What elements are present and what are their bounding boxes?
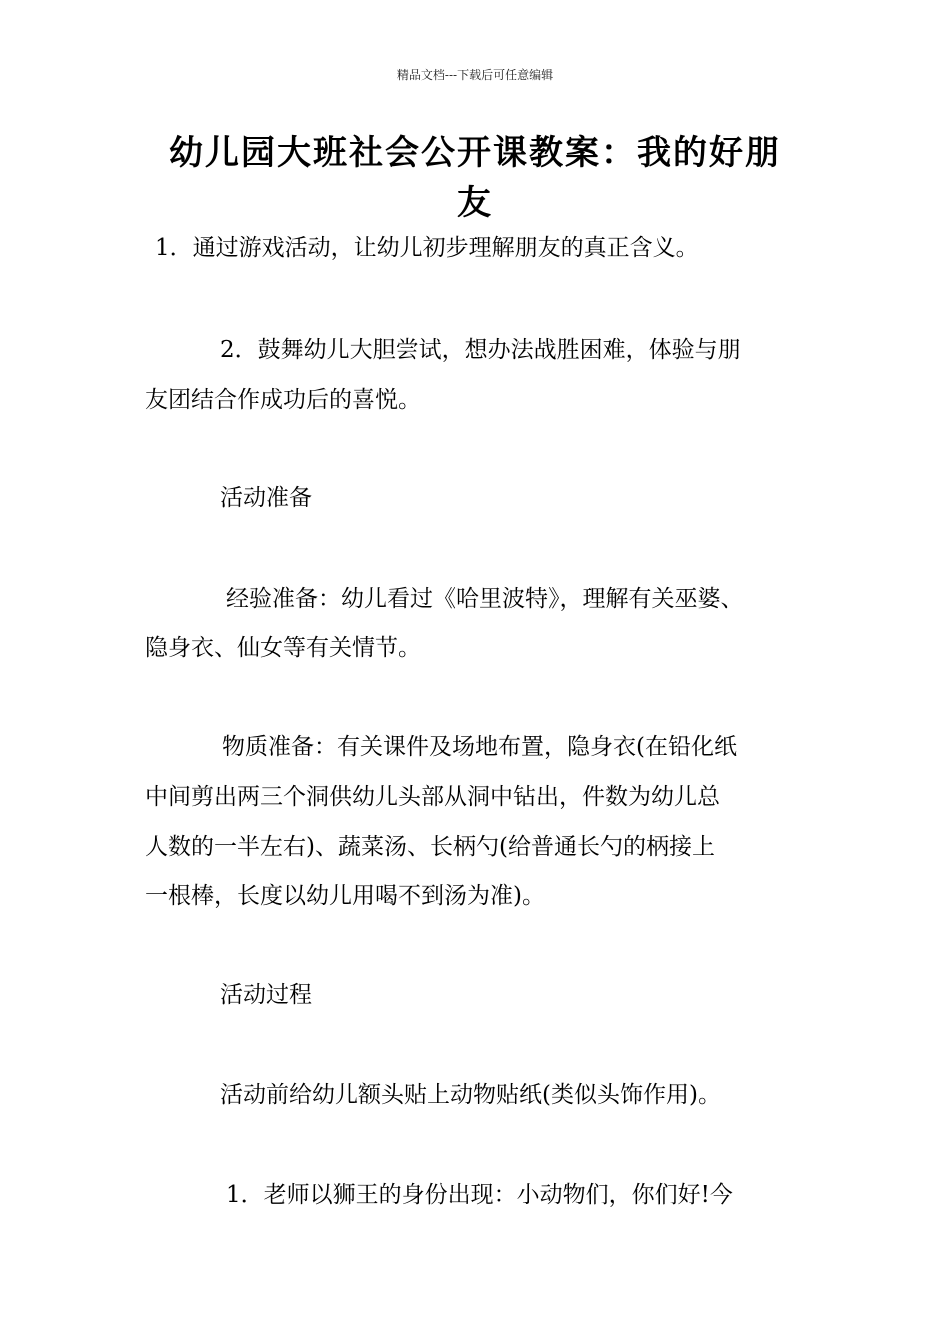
title-line-2: 友 xyxy=(457,183,493,223)
step-1: 1．老师以狮王的身份出现：小动物们，你们好!今 xyxy=(226,1182,733,1208)
experience-prep-line-1: 经验准备：幼儿看过《哈里波特》，理解有关巫婆、 xyxy=(226,586,744,612)
goal-2-line-2: 友团结合作成功后的喜悦。 xyxy=(145,387,421,413)
goal-2-line-1: 2．鼓舞幼儿大胆尝试，想办法战胜困难，体验与朋 xyxy=(220,337,741,363)
material-prep-line-4: 一根棒，长度以幼儿用喝不到汤为准)。 xyxy=(145,883,545,909)
material-prep-line-1: 物质准备：有关课件及场地布置，隐身衣(在铅化纸 xyxy=(222,734,737,760)
process-heading: 活动过程 xyxy=(220,982,312,1008)
goal-1: 1．通过游戏活动，让幼儿初步理解朋友的真正含义。 xyxy=(155,235,699,261)
material-prep-line-2: 中间剪出两三个洞供幼儿头部从洞中钻出，件数为幼儿总 xyxy=(145,784,720,810)
material-prep-line-3: 人数的一半左右)、蔬菜汤、长柄勺(给普通长勺的柄接上 xyxy=(145,834,715,860)
experience-prep-line-2: 隐身衣、仙女等有关情节。 xyxy=(145,635,421,661)
preparation-heading: 活动准备 xyxy=(220,485,312,511)
document-title xyxy=(140,128,810,228)
page-header: 精品文档---下载后可任意编辑 xyxy=(396,68,554,82)
before-activity: 活动前给幼儿额头贴上动物贴纸(类似头饰作用)。 xyxy=(220,1082,721,1108)
title-line-1: 幼儿园大班社会公开课教案：我的好朋 xyxy=(169,133,781,173)
